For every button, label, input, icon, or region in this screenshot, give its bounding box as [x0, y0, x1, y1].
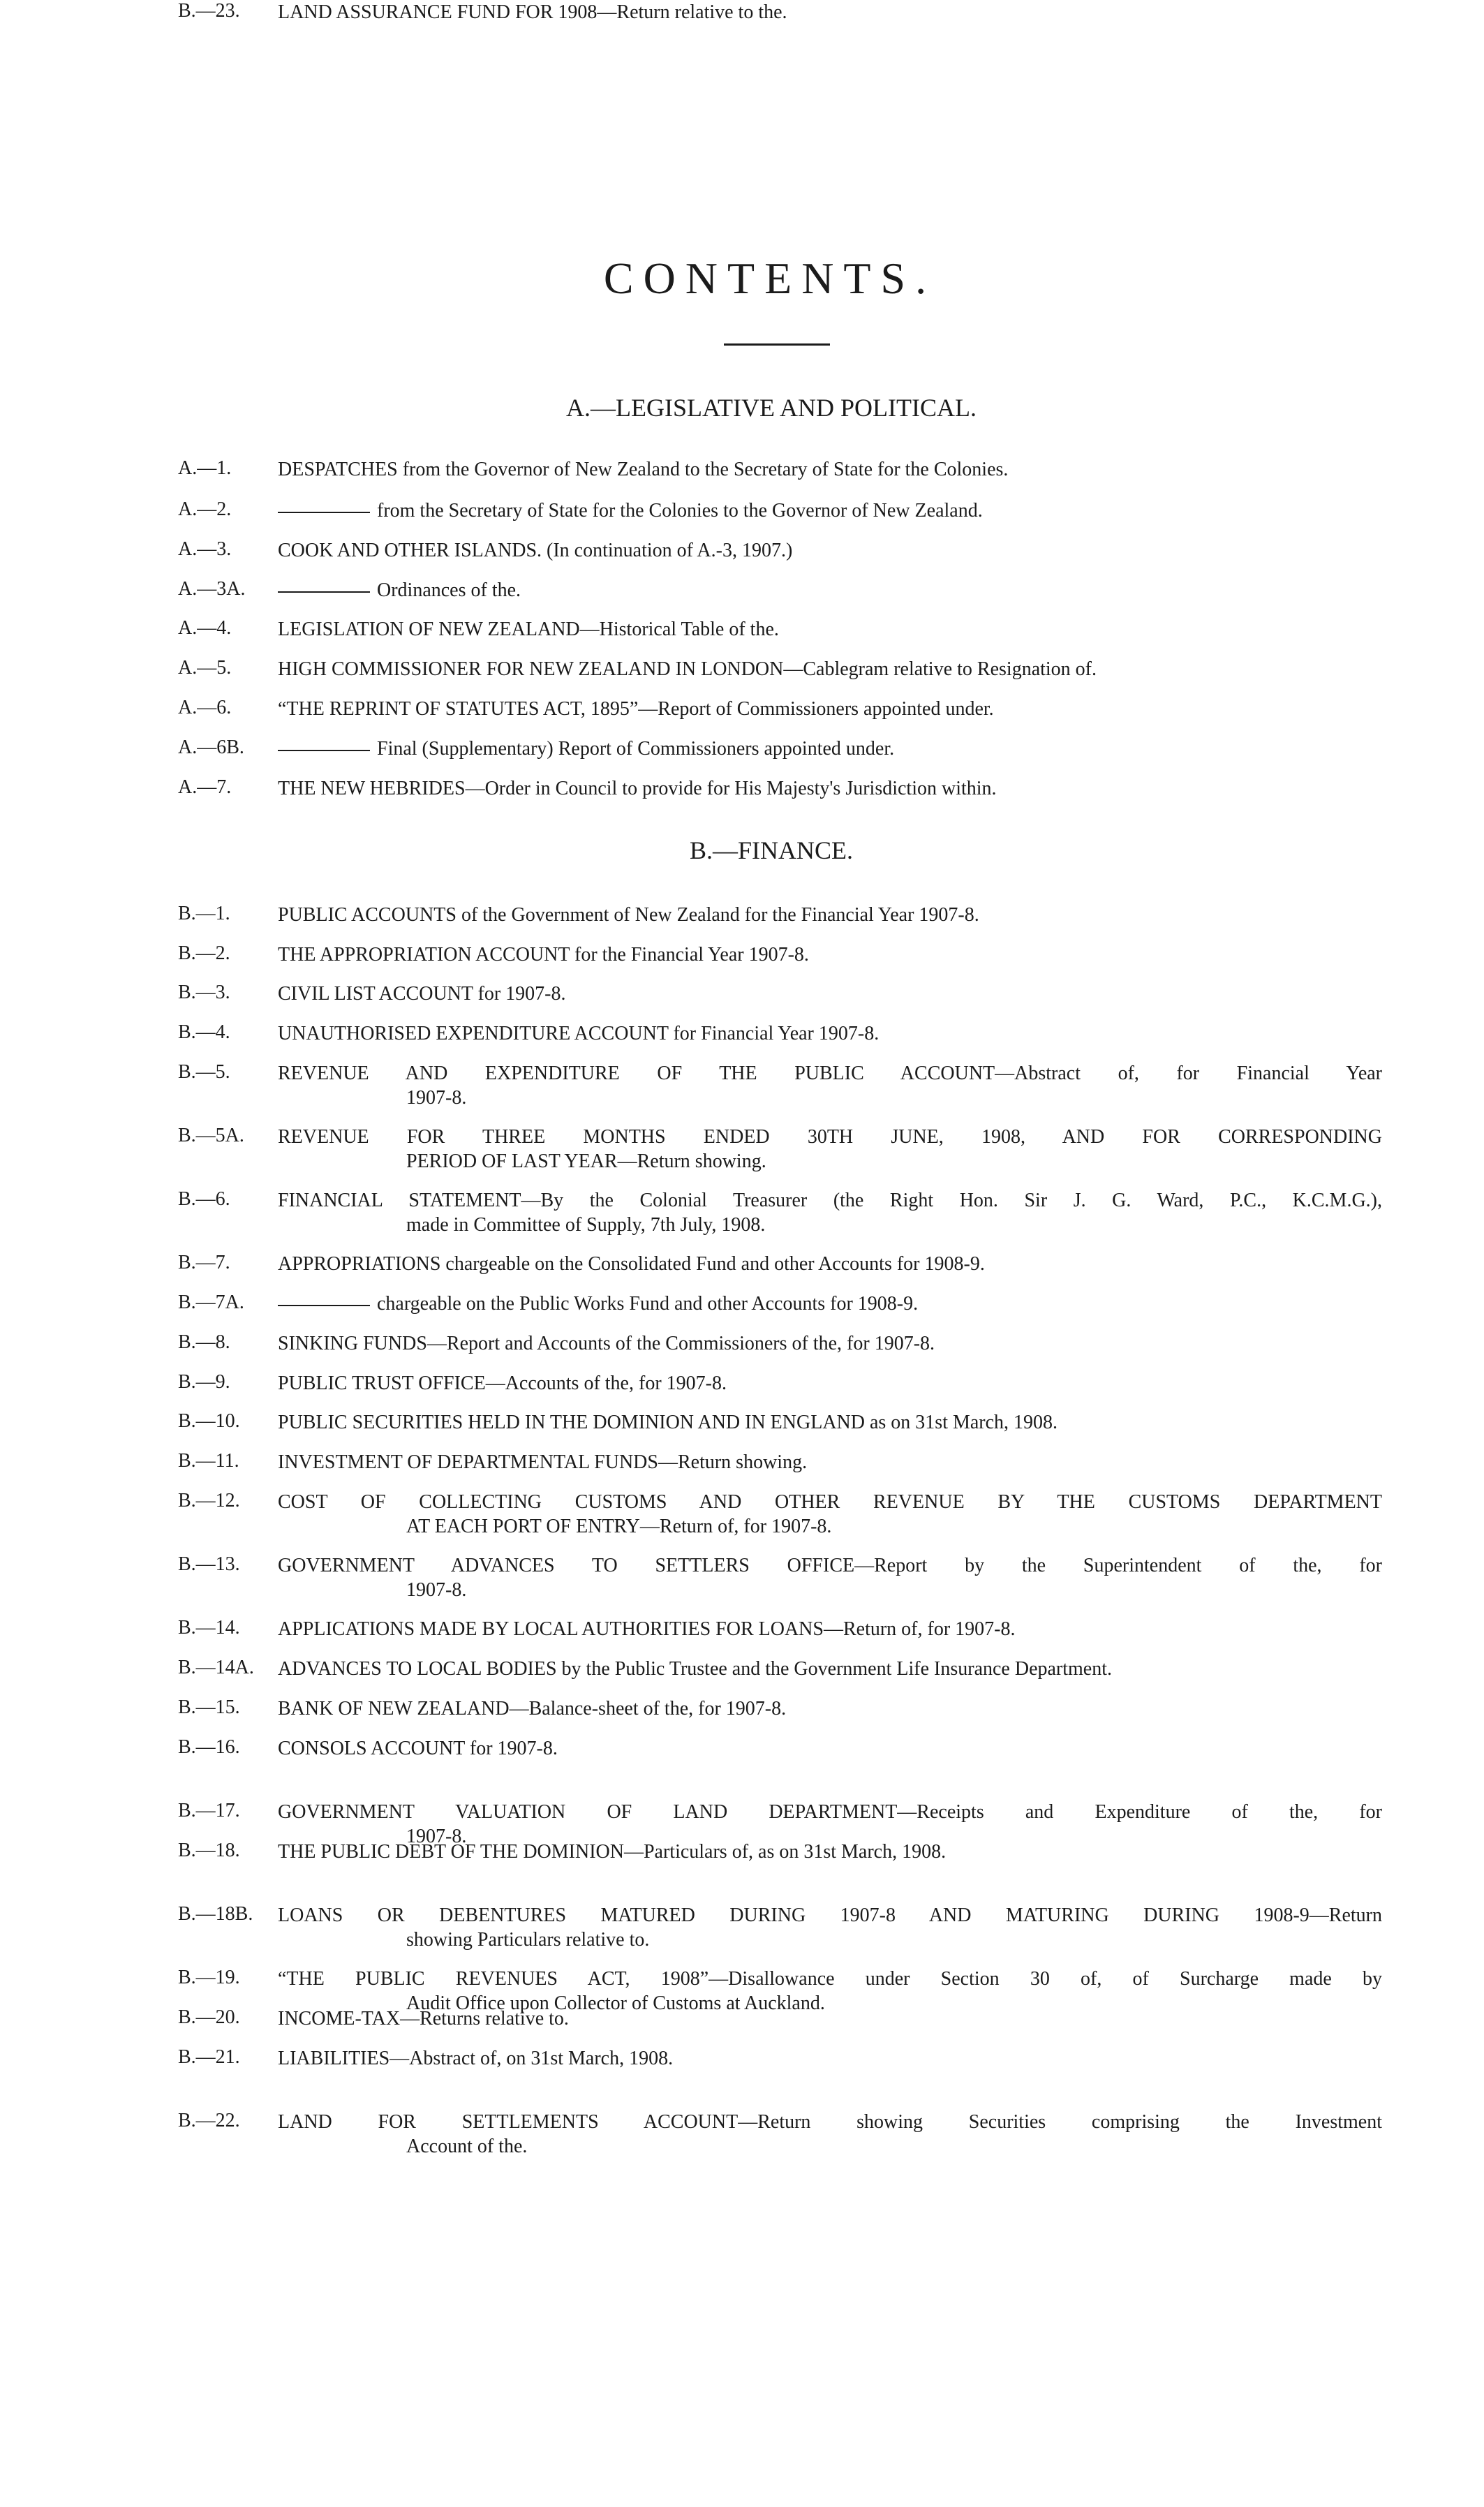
entry-code: B.—16. — [178, 1736, 240, 1758]
entry-title: ADVANCES TO LOCAL BODIES by the Public Trustee and the Government Life Insurance Department. — [278, 1658, 1113, 1680]
entry-title: SINKING FUNDS—Report and Accounts of the Commissioners of the, for 1907-8. — [278, 1333, 935, 1354]
entry-code: B.—7A. — [178, 1292, 244, 1313]
entry-title-line — [278, 1410, 1382, 1435]
entry-title: REVENUE FOR THREE MONTHS ENDED 30TH JUNE, 1908, AND FOR CORRESPONDING — [278, 1126, 1382, 1148]
entry-title-line — [278, 737, 1382, 761]
entry-text-block — [278, 1125, 1382, 1174]
entry-title-line — [278, 538, 1382, 563]
entry-text-block — [278, 1657, 1382, 1681]
entry-text-block — [278, 538, 1382, 563]
entry-title: COST OF COLLECTING CUSTOMS AND OTHER REVENUE BY THE CUSTOMS DEPARTMENT — [278, 1491, 1382, 1513]
entry-title: LOANS OR DEBENTURES MATURED DURING 1907-8 AND MATURING DURING 1908-9—Return — [278, 1905, 1382, 1926]
entry-text-block — [278, 942, 1382, 967]
entry-text-block — [278, 1736, 1382, 1761]
entry-title: “THE PUBLIC REVENUES ACT, 1908”—Disallowance under Section 30 of, of Surcharge made by — [278, 1968, 1382, 1990]
entry-title-line — [278, 1292, 1382, 1316]
entry-code: B.—17. — [178, 1800, 240, 1821]
entry-title-line — [278, 982, 1382, 1006]
entry-code: B.—3. — [178, 982, 230, 1003]
entry-title-line — [278, 1696, 1382, 1721]
entry-title: DESPATCHES from the Governor of New Zealand to the Secretary of State for the Colonies. — [278, 459, 1009, 480]
entry-title-line — [278, 1252, 1382, 1276]
entry-title-line — [278, 1450, 1382, 1474]
entry-code: B.—11. — [178, 1450, 239, 1472]
entry-title: GOVERNMENT ADVANCES TO SETTLERS OFFICE—Report by the Superintendent of the, for — [278, 1555, 1382, 1576]
entry-title-line — [278, 1061, 1382, 1086]
entry-continuation: AT EACH PORT OF ENTRY—Return of, for 1907-8. — [406, 1516, 832, 1537]
entry-title: INCOME-TAX—Returns relative to. — [278, 2008, 569, 2029]
entry-code: A.—6B. — [178, 737, 244, 758]
entry-text-block — [278, 1331, 1382, 1356]
entry-title-line — [278, 1967, 1382, 1991]
entry-title-line — [278, 0, 1382, 24]
entry-text-block — [278, 1490, 1382, 1539]
entry-title: REVENUE AND EXPENDITURE OF THE PUBLIC ACCOUNT—Abstract of, for Financial Year — [278, 1063, 1382, 1084]
entry-continuation: 1907-8. — [406, 1579, 467, 1601]
entry-continuation: 1907-8. — [406, 1826, 467, 1847]
entry-title-line — [278, 578, 1382, 602]
entry-text-block — [278, 697, 1382, 721]
entry-title-line — [278, 2046, 1382, 2071]
entry-title: CONSOLS ACCOUNT for 1907-8. — [278, 1738, 558, 1759]
entry-code: B.—5. — [178, 1061, 230, 1083]
entry-continuation: PERIOD OF LAST YEAR—Return showing. — [406, 1151, 766, 1172]
entry-code: B.—13. — [178, 1553, 240, 1575]
entry-code: B.—6. — [178, 1188, 230, 1210]
entry-text-block — [278, 1553, 1382, 1602]
entry-continuation: made in Committee of Supply, 7th July, 1908. — [406, 1214, 766, 1236]
entry-code: A.—5. — [178, 657, 232, 679]
entry-text-block — [278, 1252, 1382, 1276]
entry-code: B.—14A. — [178, 1657, 254, 1678]
entry-continuation: showing Particulars relative to. — [406, 1929, 650, 1951]
entry-title-line — [278, 457, 1382, 482]
entry-text-block — [278, 1617, 1382, 1641]
entry-code: B.—18B. — [178, 1903, 253, 1925]
entry-title-line — [278, 498, 1382, 523]
entry-code: B.—9. — [178, 1371, 230, 1393]
entry-code: A.—7. — [178, 776, 232, 798]
entry-continuation: Account of the. — [406, 2136, 528, 2157]
entry-title: Ordinances of the. — [377, 579, 521, 601]
entry-title-line — [278, 1188, 1382, 1213]
entry-text-block — [278, 657, 1382, 681]
entry-title: INVESTMENT OF DEPARTMENTAL FUNDS—Return showing. — [278, 1451, 808, 1473]
entry-code: B.—19. — [178, 1967, 240, 1988]
entry-code: B.—23. — [178, 0, 240, 22]
entry-title: LAND FOR SETTLEMENTS ACCOUNT—Return showing Securities comprising the Investment — [278, 2111, 1382, 2133]
entry-title: UNAUTHORISED EXPENDITURE ACCOUNT for Financial Year 1907-8. — [278, 1023, 880, 1044]
entry-code: B.—15. — [178, 1696, 240, 1718]
entry-title: PUBLIC ACCOUNTS of the Government of New Zealand for the Financial Year 1907-8. — [278, 904, 979, 926]
entry-title-line — [278, 697, 1382, 721]
ditto-dash — [278, 750, 370, 751]
entry-code: B.—18. — [178, 1840, 240, 1861]
entry-title-line — [278, 1371, 1382, 1396]
entry-title-line — [278, 776, 1382, 801]
entry-title: BANK OF NEW ZEALAND—Balance-sheet of the, for 1907-8. — [278, 1698, 787, 1720]
entry-title: chargeable on the Public Works Fund and other Accounts for 1908-9. — [377, 1293, 919, 1315]
entry-continuation: 1907-8. — [406, 1087, 467, 1109]
entry-code: B.—4. — [178, 1021, 230, 1043]
entry-text-block — [278, 1696, 1382, 1721]
entry-continuation: Audit Office upon Collector of Customs at Auckland. — [406, 1992, 825, 2014]
entry-title-line — [278, 2006, 1382, 2031]
entry-title: LEGISLATION OF NEW ZEALAND—Historical Table of the. — [278, 619, 779, 640]
entry-code: B.—2. — [178, 942, 230, 964]
entry-text-block — [278, 2110, 1382, 2159]
entry-title-line — [278, 1903, 1382, 1928]
entry-title: HIGH COMMISSIONER FOR NEW ZEALAND IN LONDON—Cablegram relative to Resignation of. — [278, 658, 1097, 680]
entry-code: A.—4. — [178, 617, 232, 639]
entry-code: B.—8. — [178, 1331, 230, 1353]
entry-text-block — [278, 1903, 1382, 1952]
entry-text-block — [278, 1410, 1382, 1435]
entry-title-line — [278, 903, 1382, 927]
entry-title: COOK AND OTHER ISLANDS. (In continuation of A.-3, 1907.) — [278, 540, 793, 561]
entry-text-block — [278, 1061, 1382, 1110]
entry-title-line — [278, 1840, 1382, 1864]
page-title: CONTENTS. — [603, 253, 937, 303]
entry-title-line — [278, 1657, 1382, 1681]
entry-code: B.—5A. — [178, 1125, 244, 1146]
entry-text-block — [278, 1188, 1382, 1237]
entry-title-line — [278, 1553, 1382, 1578]
entry-text-block — [278, 2046, 1382, 2071]
entry-title: PUBLIC TRUST OFFICE—Accounts of the, for 1907-8. — [278, 1373, 727, 1394]
entry-code: B.—7. — [178, 1252, 230, 1273]
ditto-dash — [278, 591, 370, 593]
entry-code: B.—10. — [178, 1410, 240, 1432]
entry-text-block — [278, 1450, 1382, 1474]
entry-title-line — [278, 1617, 1382, 1641]
entry-text-block — [278, 1292, 1382, 1316]
entry-title: FINANCIAL STATEMENT—By the Colonial Treasurer (the Right Hon. Sir J. G. Ward, P.C., K.C.M.G.), — [278, 1190, 1382, 1211]
entry-text-block — [278, 1840, 1382, 1864]
entry-text-block — [278, 776, 1382, 801]
entry-code: B.—22. — [178, 2110, 240, 2131]
entry-title-line — [278, 657, 1382, 681]
entry-title: GOVERNMENT VALUATION OF LAND DEPARTMENT—Receipts and Expenditure of the, for — [278, 1801, 1382, 1823]
entry-text-block — [278, 2006, 1382, 2031]
entry-title: “THE REPRINT OF STATUTES ACT, 1895”—Report of Commissioners appointed under. — [278, 698, 994, 720]
entry-title: from the Secretary of State for the Colonies to the Governor of New Zealand. — [377, 500, 983, 522]
entry-title-line — [278, 2110, 1382, 2134]
entry-title-line — [278, 1736, 1382, 1761]
entry-text-block — [278, 457, 1382, 482]
entry-text-block — [278, 1371, 1382, 1396]
section-heading-a: A.—LEGISLATIVE AND POLITICAL. — [566, 394, 977, 422]
entry-title-line — [278, 1125, 1382, 1149]
entry-title-line — [278, 1021, 1382, 1046]
entry-title-line — [278, 942, 1382, 967]
entry-title: LIABILITIES—Abstract of, on 31st March, 1908. — [278, 2048, 674, 2069]
entry-title: THE PUBLIC DEBT OF THE DOMINION—Particulars of, as on 31st March, 1908. — [278, 1841, 947, 1863]
entry-code: B.—1. — [178, 903, 230, 924]
entry-title-line — [278, 1800, 1382, 1824]
entry-text-block — [278, 903, 1382, 927]
entry-text-block — [278, 737, 1382, 761]
entry-title: PUBLIC SECURITIES HELD IN THE DOMINION AND IN ENGLAND as on 31st March, 1908. — [278, 1412, 1058, 1433]
entry-text-block — [278, 617, 1382, 642]
entry-code: B.—21. — [178, 2046, 240, 2068]
ditto-dash — [278, 1305, 370, 1306]
entry-title: CIVIL LIST ACCOUNT for 1907-8. — [278, 983, 566, 1005]
entry-code: A.—2. — [178, 498, 232, 520]
entry-code: A.—3. — [178, 538, 232, 560]
entry-code: B.—20. — [178, 2006, 240, 2028]
entry-code: B.—12. — [178, 1490, 240, 1511]
entry-title-line — [278, 1331, 1382, 1356]
title-rule — [724, 343, 830, 346]
entry-code: A.—6. — [178, 697, 232, 718]
ditto-dash — [278, 512, 370, 513]
entry-title-line — [278, 1490, 1382, 1514]
entry-title: LAND ASSURANCE FUND FOR 1908—Return relative to the. — [278, 1, 787, 23]
entry-text-block — [278, 578, 1382, 602]
entry-text-block — [278, 1021, 1382, 1046]
entry-code: A.—1. — [178, 457, 232, 479]
entry-code: B.—14. — [178, 1617, 240, 1639]
entry-text-block — [278, 0, 1382, 24]
entry-title-line — [278, 617, 1382, 642]
entry-text-block — [278, 498, 1382, 523]
entry-title: APPROPRIATIONS chargeable on the Consolidated Fund and other Accounts for 1908-9. — [278, 1253, 985, 1275]
entry-code: A.—3A. — [178, 578, 246, 600]
section-heading-b: B.—FINANCE. — [689, 836, 854, 864]
entry-title: APPLICATIONS MADE BY LOCAL AUTHORITIES FOR LOANS—Return of, for 1907-8. — [278, 1618, 1016, 1640]
entry-title: THE NEW HEBRIDES—Order in Council to provide for His Majesty's Jurisdiction within. — [278, 778, 997, 799]
entry-text-block — [278, 982, 1382, 1006]
entry-title: Final (Supplementary) Report of Commissioners appointed under. — [377, 738, 895, 760]
entry-title: THE APPROPRIATION ACCOUNT for the Financial Year 1907-8. — [278, 944, 809, 966]
